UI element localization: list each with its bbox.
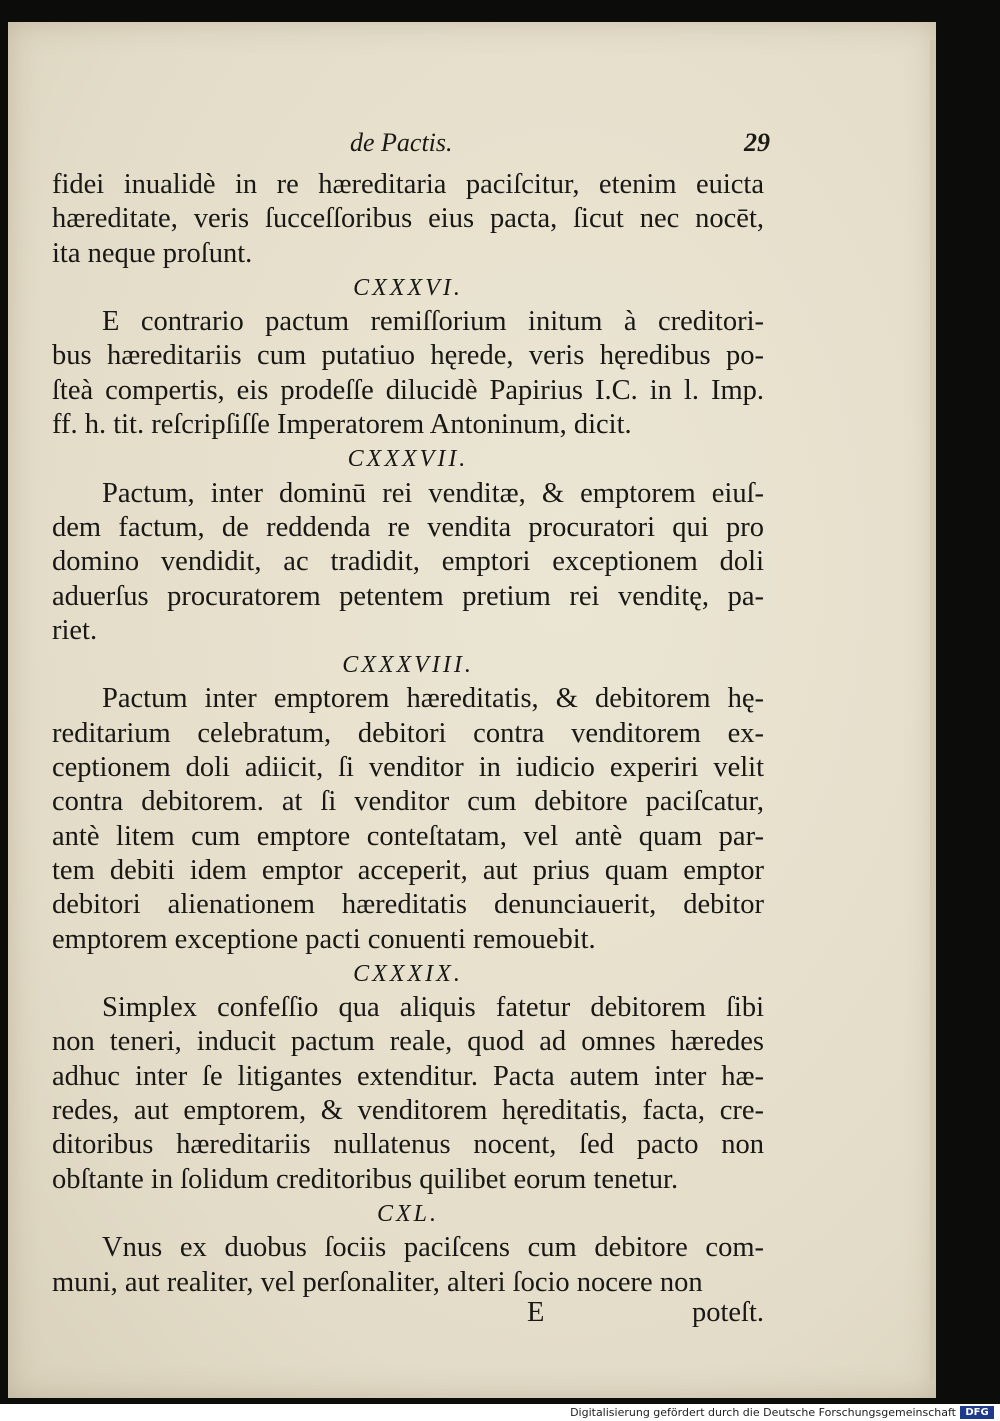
section-number: CXXXVII. xyxy=(347,446,469,473)
text-line: ſteà compertis, eis prodeſſe dilucidè Papirius I.C. in l. Imp. xyxy=(52,374,764,406)
signature-mark: E xyxy=(527,1297,545,1328)
section-number: CXXXIX. xyxy=(353,960,463,987)
page-foot xyxy=(52,1297,764,1333)
text-line: Pactum, inter dominū rei venditæ, & emptorem eiuſ- xyxy=(102,477,764,509)
catchword: poteſt. xyxy=(691,1297,764,1328)
text-line: Pactum inter emptorem hæreditatis, & debitorem hę- xyxy=(102,683,764,715)
text-line: ff. h. tit. reſcripſiſſe Imperatorem Antoninum, dicit. xyxy=(52,409,632,441)
section-number: CXXXVIII. xyxy=(342,652,474,679)
text-line: tem debiti idem emptor acceperit, aut prius quam emptor xyxy=(52,854,764,886)
text-line: antè litem cum emptore conteſtatam, vel antè quam par- xyxy=(52,820,764,852)
text-line: non teneri, inducit pactum reale, quod ad omnes hæredes xyxy=(52,1026,764,1058)
main-text xyxy=(52,168,764,1300)
text-line: reditarium celebratum, debitori contra venditorem ex- xyxy=(52,717,764,749)
text-line: dem factum, de reddenda re vendita procuratori qui pro xyxy=(52,511,764,543)
text-line: contra debitorem. at ſi venditor cum debitore paciſcatur, xyxy=(52,786,764,818)
text-line: emptorem exceptione pacti conuenti remouebit. xyxy=(52,923,596,955)
text-line: domino vendidit, ac tradidit, emptori exceptionem doli xyxy=(52,546,764,578)
text-line: bus hæreditariis cum putatiuo hęrede, veris hęredibus po- xyxy=(52,340,764,372)
page-header xyxy=(350,128,770,164)
text-line: ita neque proſunt. xyxy=(52,237,253,269)
text-line: debitori alienationem hæreditatis denunciauerit, debitor xyxy=(52,889,764,921)
text-line: hæreditate, veris ſucceſſoribus eius pacta, ſicut nec nocēt, xyxy=(52,203,764,235)
text-line: redes, aut emptorem, & venditorem hęreditatis, facta, cre- xyxy=(52,1095,764,1127)
text-line: ceptionem doli adiicit, ſi venditor in iudicio experiri velit xyxy=(52,752,764,784)
text-line: obſtante in ſolidum creditoribus quilibet eorum tenetur. xyxy=(52,1163,679,1195)
section-number: CXL. xyxy=(376,1200,439,1227)
text-line: Vnus ex duobus ſociis paciſcens cum debitore com- xyxy=(102,1232,764,1264)
dfg-logo: DFG xyxy=(960,1406,994,1419)
section-number: CXXXVI. xyxy=(353,274,463,301)
text-line: aduerſus procuratorem petentem pretium rei venditę, pa- xyxy=(52,580,764,612)
text-line: riet. xyxy=(52,614,98,646)
text-line: Simplex confeſſio qua aliquis fatetur debitorem ſibi xyxy=(102,992,764,1024)
text-line: fidei inualidè in re hæreditaria paciſcitur, etenim euicta xyxy=(52,169,764,200)
text-line: adhuc inter ſe litigantes extenditur. Pacta autem inter hæ- xyxy=(52,1060,764,1092)
text-line: muni, aut realiter, vel perſonaliter, alteri ſocio nocere non xyxy=(52,1266,703,1298)
text-line: ditoribus hæreditariis nullatenus nocent, ſed pacto non xyxy=(52,1129,764,1161)
digitization-footer xyxy=(0,1404,1000,1421)
text-line: E contrario pactum remiſſorium initum à creditori- xyxy=(102,306,764,338)
running-title: de Pactis. xyxy=(350,128,453,157)
footer-credit: Digitalisierung gefördert durch die Deutsche Forschungsgemeinschaft xyxy=(570,1406,956,1419)
page-edge xyxy=(930,40,936,1380)
page-number: 29 xyxy=(744,128,770,157)
